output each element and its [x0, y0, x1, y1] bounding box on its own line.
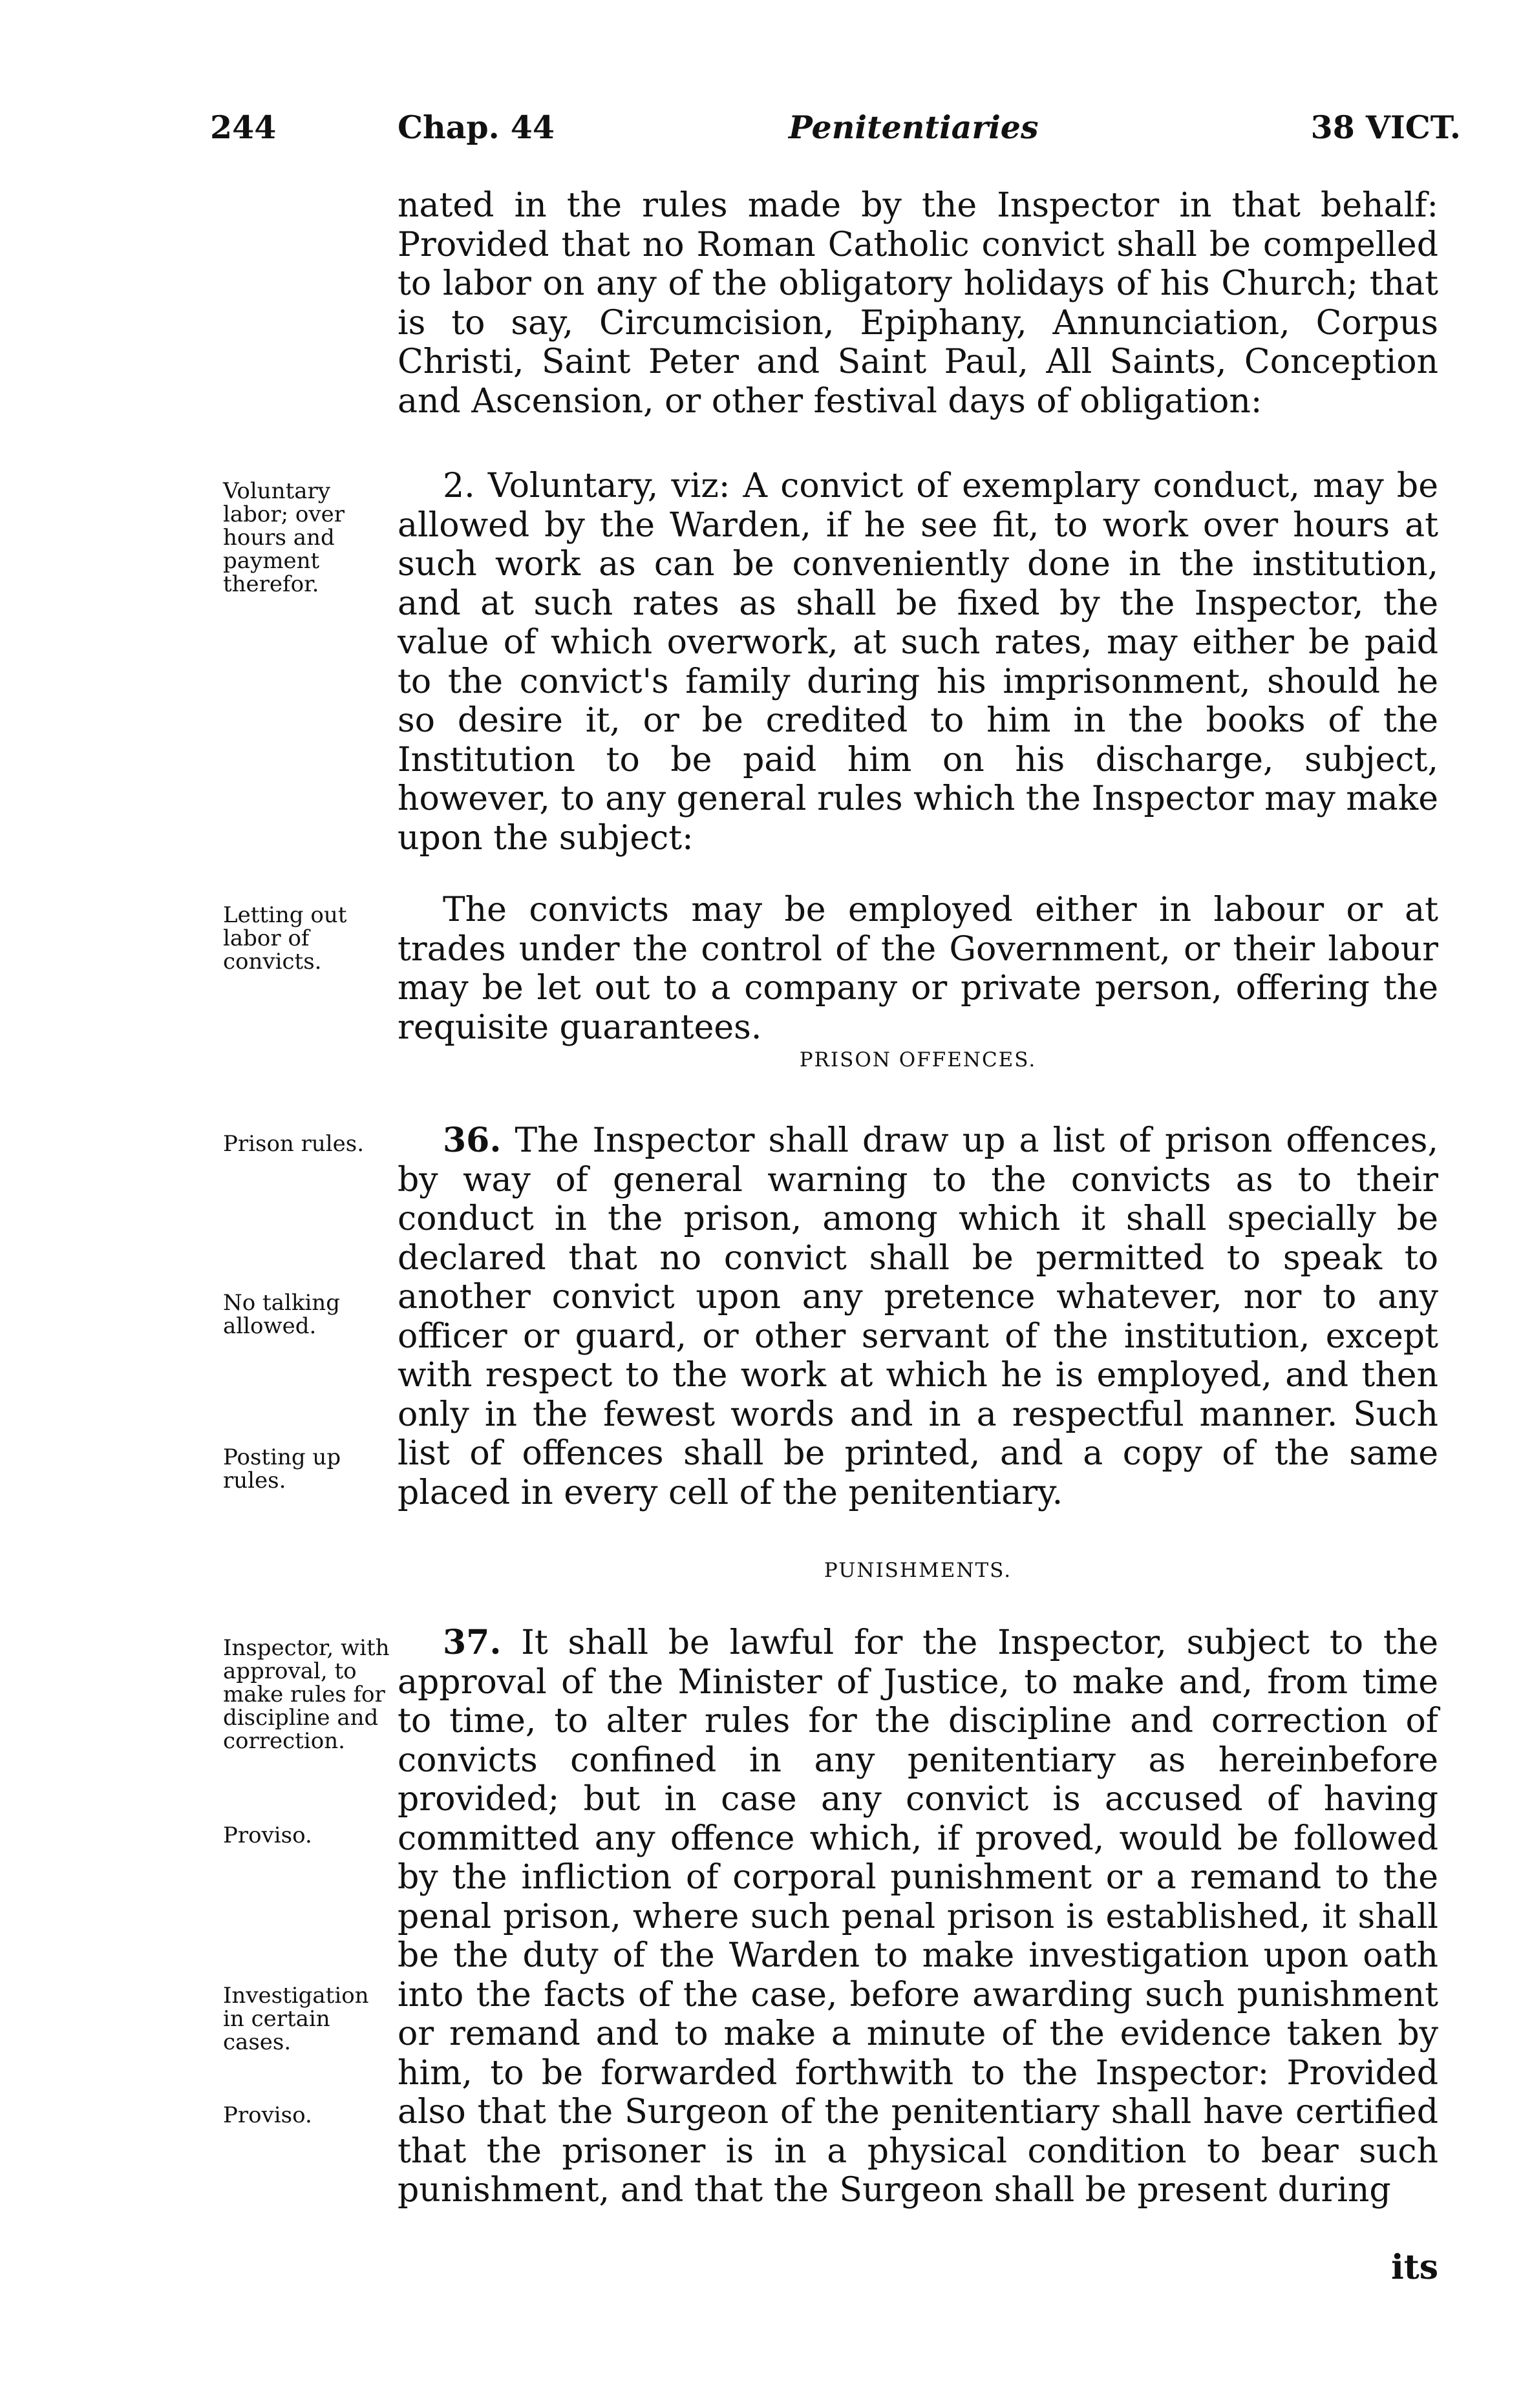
paragraph-text	[398, 1121, 1438, 1512]
paragraph-text: nated in the rules made by the Inspector in that behalf: Provided that no Roman Catholic convict shall be compelled to labor on any of the obligatory holidays of his Church; that is to say, Circumcision, Epiphany, Annunciation, Corpus Christi, Saint Peter and Saint Paul, All Saints, Conception and Ascension, or other festival days of obligation:	[398, 186, 1438, 421]
section-number: 36.	[443, 1121, 502, 1160]
section-text: It shall be lawful for the Inspector, subject to the approval of the Minister of Justice, to make and, from time to time, to alter rules for the discipline and correction of convicts confined in any penitentiary as hereinbefore provided; but in case any convict is accused of having committed any offence which, if proved, would be followed by the infliction of corporal punishment or a remand to the penal prison, where such penal prison is established, it shall be the duty of the Warden to make investigation upon oath into the facts of the case, before awarding such punishment or remand and to make a minute of the evidence taken by him, to be forwarded forthwith to the Inspector: Provided also that the Surgeon of the penitentiary shall have certified that the prisoner is in a physical condition to bear such punishment, and that the Surgeon shall be present during	[398, 1623, 1439, 2210]
section-37	[398, 1623, 1438, 2210]
margin-note-voluntary: Voluntary labor; over hours and payment therefor.	[223, 478, 345, 597]
margin-note-prison-rules: Prison rules.	[223, 1131, 365, 1157]
margin-note-investigation: Investigation in certain cases.	[223, 1983, 369, 2055]
paragraph-text: 2. Voluntary, viz: A convict of exemplary conduct, may be allowed by the Warden, if he see fit, to work over hours at such work as can be conveniently done in the institution, and at such rates as shall be fixed by the Inspector, the value of which overwork, at such rates, may either be paid to the convict's family during his imprisonment, should he so desire it, or be credited to him in the books of the Institution to be paid him on his discharge, subject, however, to any general rules which the Inspector may make upon the subject:	[398, 467, 1438, 858]
session-label: 38 VICT.	[1310, 109, 1461, 146]
paragraph-text	[398, 1623, 1438, 2210]
margin-note-letting-out: Letting out labor of convicts.	[223, 902, 347, 975]
continuation-paragraph	[398, 186, 1438, 421]
catchword: its	[1390, 2248, 1438, 2287]
running-header	[210, 109, 1461, 160]
margin-note-inspector-rules: Inspector, with approval, to make rules for discipline and correction.	[223, 1635, 390, 1754]
margin-note-proviso: Proviso.	[223, 2102, 312, 2128]
heading-punishments: PUNISHMENTS.	[824, 1559, 1012, 1582]
section-36	[398, 1121, 1438, 1512]
section-number: 37.	[443, 1623, 502, 1662]
margin-note-proviso: Proviso.	[223, 1822, 312, 1848]
chapter-label: Chap. 44	[398, 109, 555, 146]
page-number: 244	[210, 109, 277, 146]
margin-note-no-talking: No talking allowed.	[223, 1290, 340, 1339]
margin-note-posting-up: Posting up rules.	[223, 1444, 341, 1494]
letting-out-paragraph	[398, 891, 1438, 1047]
section-text: The Inspector shall draw up a list of prison offences, by way of general warning to the convicts as to their conduct in the prison, among which it shall specially be declared that no convict shall be permitted to speak to another convict upon any pretence whatever, nor to any officer or guard, or other servant of the institution, except with respect to the work at which he is employed, and then only in the fewest words and in a respectful manner. Such list of offences shall be printed, and a copy of the same placed in every cell of the penitentiary.	[398, 1121, 1438, 1512]
heading-prison-offences: PRISON OFFENCES.	[799, 1048, 1037, 1072]
voluntary-paragraph	[398, 467, 1438, 858]
running-title: Penitentiaries	[789, 109, 1039, 146]
paragraph-text: The convicts may be employed either in labour or at trades under the control of the Government, or their labour may be let out to a company or private person, offering the requisite guarantees.	[398, 891, 1438, 1047]
